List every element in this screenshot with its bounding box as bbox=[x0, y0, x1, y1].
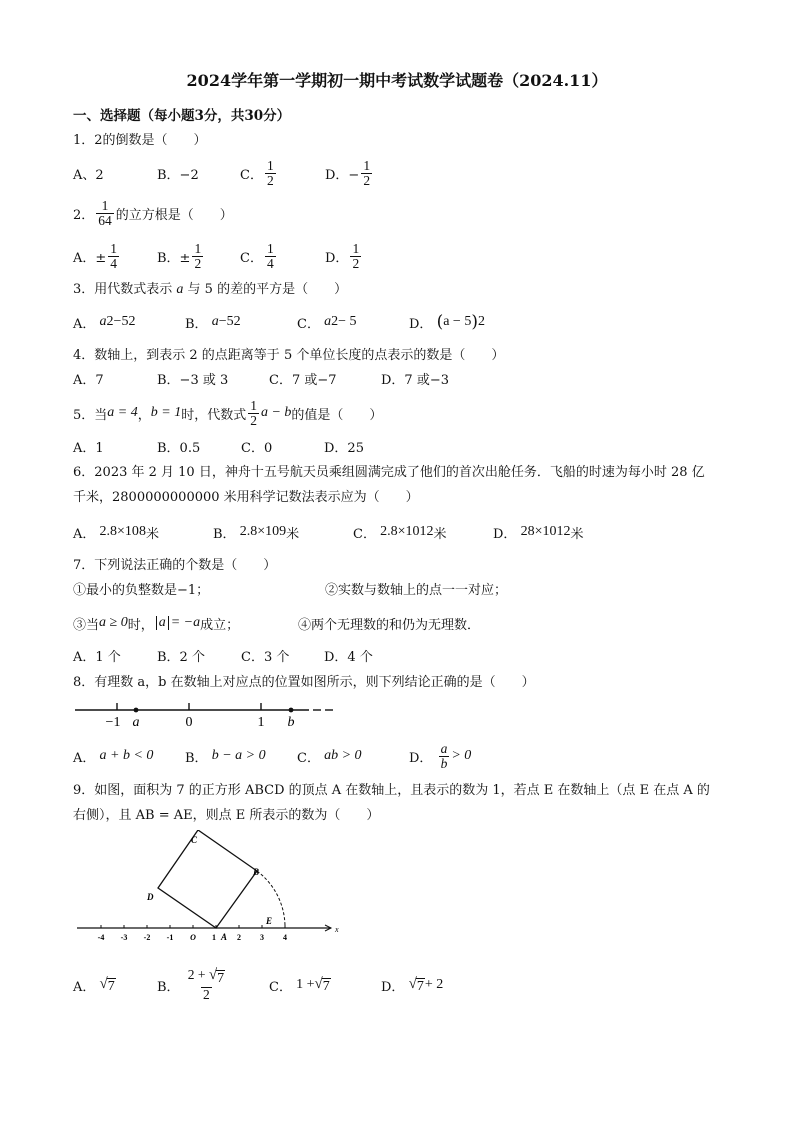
q4-option-a: A．7 bbox=[73, 373, 104, 388]
tick-labels bbox=[98, 933, 287, 942]
fraction: $\frac{1}{4}$ bbox=[110, 240, 118, 271]
q9-stem-line1: 9．如图，面积为 7 的正方形 ABCD 的顶点 A 在数轴上，且表示的数为 1，若点 E 在数轴上（点 E 在点 A 的 bbox=[73, 783, 710, 798]
fraction: $\frac{1}{2}$ bbox=[250, 397, 257, 428]
q5-stem: 5．当 a = 4 ， b = 1 时，代数式 $\frac{1}{2}$ a − b 的值是（ ） bbox=[73, 397, 383, 428]
q1-options bbox=[73, 158, 733, 188]
q6-option-a: A． 2.8×10 8 米 bbox=[73, 524, 159, 542]
q9-square-figure bbox=[73, 830, 343, 948]
section-heading: 一、选择题（每小题3分，共30分） bbox=[73, 108, 291, 124]
label-point-a: A bbox=[221, 932, 228, 942]
label-a: a bbox=[132, 715, 140, 730]
q5-option-c: C．0 bbox=[241, 441, 273, 456]
q5-option-b: B．0.5 bbox=[157, 441, 201, 456]
q5-option-a: A．1 bbox=[73, 441, 104, 456]
fraction: $\frac{1}{2}$ bbox=[363, 157, 371, 188]
q3-options bbox=[73, 307, 733, 337]
q7-statement-3: ③当 a ≥ 0 时， a = −a 成立； bbox=[73, 615, 240, 633]
q2-option-d: D． $\frac{1}{2}$ bbox=[325, 240, 360, 271]
svg-text:-3: -3 bbox=[120, 933, 128, 942]
label-1: 1 bbox=[257, 715, 265, 730]
fraction: $\frac{1}{64}$ bbox=[98, 197, 112, 228]
label-vertex-c: C bbox=[191, 835, 198, 845]
label-0: 0 bbox=[185, 715, 193, 730]
q6-option-b: B． 2.8×10 9 米 bbox=[213, 524, 300, 542]
q4-option-c: C．7 或−7 bbox=[269, 373, 337, 388]
q4-stem: 4．数轴上，到表示 2 的点距离等于 5 个单位长度的点表示的数是（ ） bbox=[73, 348, 505, 363]
q1-option-b: B．−2 bbox=[157, 167, 199, 183]
q7-option-a: A．1 个 bbox=[73, 650, 121, 665]
fraction: $\frac{1}{2}$ bbox=[266, 157, 274, 188]
q6-options bbox=[73, 517, 733, 547]
q7-statement-4: ④两个无理数的和仍为无理数． bbox=[298, 617, 481, 633]
fraction: $\frac{1}{2}$ bbox=[352, 240, 360, 271]
label-b: b bbox=[287, 715, 295, 730]
fraction: $\frac{a}{b}$ bbox=[440, 740, 448, 771]
q2-option-c: C． $\frac{1}{4}$ bbox=[240, 240, 274, 271]
label-vertex-b: B bbox=[253, 867, 260, 877]
q9-option-d: D． √ 7 + 2 bbox=[381, 975, 444, 995]
point-a bbox=[134, 708, 139, 713]
q6-stem-line2: 千米，2800000000000 米用科学记数法表示应为（ ） bbox=[73, 490, 419, 505]
q3-option-c: C． a 2 − 5 bbox=[297, 314, 357, 332]
fraction: 2 + √ 7 2 bbox=[187, 967, 225, 1002]
q3-stem: 3．用代数式表示 a 与 5 的差的平方是（ ） bbox=[73, 282, 348, 297]
q9-option-c: C． 1 + √ 7 bbox=[269, 975, 330, 995]
q7-option-b: B．2 个 bbox=[157, 650, 205, 665]
q9-option-a: A． √ 7 bbox=[73, 975, 115, 995]
svg-text:3: 3 bbox=[260, 933, 264, 942]
svg-text:-4: -4 bbox=[97, 933, 105, 942]
q3-option-a: A． a 2 − 5 2 bbox=[73, 314, 136, 332]
q8-option-c: C． ab > 0 bbox=[297, 748, 362, 766]
q4-option-d: D．7 或−3 bbox=[381, 373, 449, 388]
page-title: 2024学年第一学期初一期中考试数学试题卷（2024.11） bbox=[186, 71, 608, 90]
q2-options bbox=[73, 241, 733, 271]
svg-text:-1: -1 bbox=[166, 933, 174, 942]
label-minus-1: −1 bbox=[105, 715, 121, 730]
q9-options bbox=[73, 968, 733, 1002]
q1-option-c: C． $\frac{1}{2}$ bbox=[240, 157, 274, 188]
q8-number-line-figure bbox=[73, 698, 343, 730]
q7-statements-row2 bbox=[73, 608, 733, 638]
q3-option-d: D． ( a − 5 ) 2 bbox=[409, 312, 485, 332]
q2-option-a: A．± $\frac{1}{4}$ bbox=[73, 240, 118, 271]
fraction: $\frac{1}{4}$ bbox=[266, 240, 274, 271]
q6-option-d: D． 28×10 12 米 bbox=[493, 524, 584, 542]
svg-text:-2: -2 bbox=[143, 933, 151, 942]
q9-stem-line2: 右侧），且 AB = AE，则点 E 所表示的数为（ ） bbox=[73, 808, 380, 823]
q7-option-c: C．3 个 bbox=[241, 650, 290, 665]
q9-option-b: B． 2 + √ 7 2 bbox=[157, 968, 229, 1002]
q6-option-c: C． 2.8×10 12 米 bbox=[353, 524, 447, 542]
square-root: √ 7 bbox=[99, 975, 115, 994]
square-root: √ 7 bbox=[408, 975, 424, 994]
q8-option-d: D． $\frac{a}{b}$ > 0 bbox=[409, 740, 472, 771]
q8-option-b: B． b − a > 0 bbox=[185, 748, 266, 766]
q7-option-d: D．4 个 bbox=[324, 650, 373, 665]
q7-statement-1: ①最小的负整数是−1； bbox=[73, 583, 210, 598]
q1-option-d: D．− $\frac{1}{2}$ bbox=[325, 157, 371, 188]
square-abcd bbox=[158, 830, 260, 928]
q8-option-a: A． a + b < 0 bbox=[73, 748, 154, 766]
q2-stem: 2． $\frac{1}{64}$ 的立方根是（ ） bbox=[73, 197, 233, 228]
square-root: √ 7 bbox=[314, 975, 330, 994]
label-point-e: E bbox=[266, 916, 273, 926]
q6-stem-line1: 6．2023 年 2 月 10 日，神舟十五号航天员乘组圆满完成了他们的首次出舱任务．飞船的时速为每小时 28 亿 bbox=[73, 465, 705, 480]
label-vertex-d: D bbox=[147, 892, 154, 902]
q2-option-b: B．± $\frac{1}{2}$ bbox=[157, 240, 202, 271]
q3-option-b: B． a − 5 2 bbox=[185, 314, 241, 332]
q5-option-d: D．25 bbox=[324, 441, 364, 456]
point-b bbox=[289, 708, 294, 713]
svg-text:2: 2 bbox=[237, 933, 241, 942]
q7-statement-2: ②实数与数轴上的点一一对应； bbox=[325, 583, 508, 598]
q1-stem: 1．2的倒数是（ ） bbox=[73, 133, 207, 148]
q1-option-a: A、2 bbox=[73, 167, 104, 183]
svg-text:4: 4 bbox=[283, 933, 287, 942]
label-axis-x: x bbox=[335, 925, 339, 934]
q8-stem: 8．有理数 a，b 在数轴上对应点的位置如图所示，则下列结论正确的是（ ） bbox=[73, 675, 535, 690]
fraction: $\frac{1}{2}$ bbox=[194, 240, 202, 271]
svg-text:O: O bbox=[190, 933, 196, 942]
svg-text:1: 1 bbox=[212, 933, 216, 942]
q7-stem: 7．下列说法正确的个数是（ ） bbox=[73, 558, 277, 573]
q4-option-b: B．−3 或 3 bbox=[157, 373, 229, 388]
q8-options bbox=[73, 741, 733, 771]
